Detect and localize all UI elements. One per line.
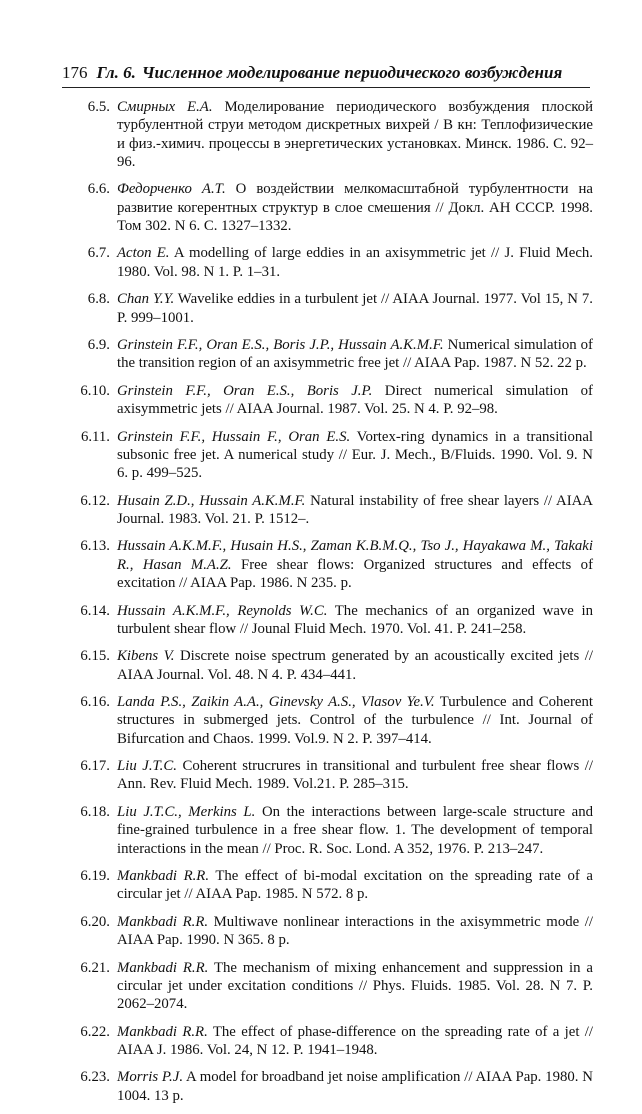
reference-authors: Chan Y.Y.	[117, 291, 175, 308]
reference-authors: Mankbadi R.R.	[117, 913, 209, 930]
reference-item	[70, 867, 593, 904]
reference-authors: Grinstein F.F., Hussain F., Oran E.S.	[117, 428, 351, 445]
reference-item	[70, 647, 593, 684]
reference-authors: Mankbadi R.R.	[117, 959, 209, 976]
reference-number: 6.10.	[80, 382, 110, 399]
reference-text: A model for broadband jet noise amplification // AIAA Pap. 1980. N 1004. 13 p.	[117, 1069, 593, 1104]
reference-authors: Husain Z.D., Hussain A.K.M.F.	[117, 492, 306, 509]
reference-number: 6.16.	[80, 694, 110, 711]
reference-text: The mechanism of mixing enhancement and suppression in a circular jet under excitation conditions // Phys. Fluids. 1985. Vol. 28. N 7. P. 2062–2074.	[117, 959, 594, 1013]
reference-text: Discrete noise spectrum generated by an acoustically excited jets // AIAA Journal. Vol. 48. N 4. P. 434–441.	[117, 648, 593, 683]
reference-item	[70, 757, 593, 794]
reference-item	[70, 602, 593, 639]
reference-text: Wavelike eddies in a turbulent jet // AIAA Journal. 1977. Vol 15, N 7. P. 999–1001.	[117, 291, 593, 326]
reference-number: 6.18.	[80, 803, 110, 820]
reference-authors: Liu J.T.C.	[117, 758, 177, 775]
reference-number: 6.6.	[87, 181, 110, 198]
reference-list	[70, 98, 593, 1114]
reference-text: Multiwave nonlinear interactions in the axisymmetric mode // AIAA Pap. 1990. N 365. 8 p.	[117, 913, 593, 949]
reference-text: The effect of bi-modal excitation on the spreading rate of a circular jet // AIAA Pap. 1985. N 572. 8 p.	[117, 868, 594, 903]
reference-item	[70, 959, 593, 1014]
reference-item	[70, 693, 593, 748]
reference-number: 6.7.	[87, 245, 110, 262]
reference-authors: Acton E.	[117, 245, 170, 262]
reference-authors: Смирных Е.А.	[117, 99, 213, 115]
reference-number: 6.21.	[80, 959, 110, 976]
reference-item	[70, 98, 593, 171]
reference-number: 6.8.	[87, 291, 110, 308]
reference-text: Coherent strucrures in transitional and turbulent free shear flows // Ann. Rev. Fluid Mech. 1989. Vol.21. P. 285–315.	[117, 758, 593, 793]
reference-authors: Hussain A.K.M.F., Reynolds W.C.	[117, 602, 328, 619]
reference-number: 6.20.	[80, 913, 110, 930]
reference-number: 6.9.	[87, 337, 110, 354]
reference-authors: Mankbadi R.R.	[117, 1023, 208, 1040]
reference-item	[70, 537, 593, 592]
reference-text: A modelling of large eddies in an axisymmetric jet // J. Fluid Mech. 1980. Vol. 98. N 1. P. 1–31.	[117, 245, 594, 280]
reference-number: 6.14.	[80, 602, 110, 619]
reference-text: On the interactions between large-scale structure and fine-grained turbulence in a free shear flow. 1. The development of temporal interactions in the mean // Proc. R. Soc. Lond. A 352, 1976. P. 213–247.	[117, 803, 593, 857]
running-header	[62, 62, 590, 88]
reference-text: Моделирование периодического возбуждения плоской турбулентной струи методом дискретных вихрей / В кн: Теплофизические и физ.-химич. процессы в энергетических установках. Минск. 1986. С. 92–96.	[117, 99, 593, 170]
reference-text: The effect of phase-difference on the spreading rate of a jet // AIAA J. 1986. Vol. 24, N 12. P. 1941–1948.	[117, 1023, 594, 1058]
reference-number: 6.5.	[87, 99, 110, 115]
reference-text: Direct numerical simulation of axisymmetric jets // AIAA Journal. 1987. Vol. 25. N 4. P. 92–98.	[117, 382, 593, 418]
reference-text: Numerical simulation of the transition region of an axisymmetric free jet // AIAA Pap. 1987. N 52. 22 p.	[117, 337, 593, 372]
reference-item	[70, 1068, 593, 1105]
reference-authors: Hussain A.K.M.F., Husain H.S., Zaman K.B.M.Q., Tso J., Hayakawa M., Takaki R., Hasan M.A.Z.	[117, 538, 593, 573]
reference-number: 6.13.	[80, 538, 110, 555]
reference-item	[70, 1023, 593, 1060]
reference-authors: Grinstein F.F., Oran E.S., Boris J.P.	[117, 382, 373, 399]
reference-text: О воздействии мелкомасштабной турбулентности на развитие когерентных структур в слое смешения // Докл. АН СССР. 1998. Том 302. N 6. С. 1327–1332.	[117, 181, 593, 234]
reference-number: 6.15.	[80, 648, 110, 665]
reference-number: 6.22.	[80, 1023, 110, 1040]
reference-item	[70, 180, 593, 235]
reference-authors: Grinstein F.F., Oran E.S., Boris J.P., Hussain A.K.M.F.	[117, 337, 444, 354]
reference-text: Vortex-ring dynamics in a transitional subsonic free jet. A numerical study // Eur. J. Mech., B/Fluids. 1990. Vol. 9. N 6. p. 499–525.	[117, 428, 593, 482]
reference-item	[70, 290, 593, 327]
reference-authors: Landa P.S., Zaikin A.A., Ginevsky A.S., Vlasov Ye.V.	[117, 694, 435, 711]
reference-number: 6.11.	[80, 428, 110, 445]
running-title: Численное моделирование периодического возбуждения	[141, 63, 563, 82]
reference-number: 6.12.	[80, 492, 110, 509]
reference-item	[70, 492, 593, 529]
reference-number: 6.17.	[80, 758, 110, 775]
reference-text: Natural instability of free shear layers // AIAA Journal. 1983. Vol. 21. P. 1512–.	[117, 492, 593, 527]
reference-number: 6.23.	[80, 1069, 110, 1086]
reference-item	[70, 428, 593, 483]
reference-authors: Федорченко А.Т.	[117, 181, 226, 198]
reference-authors: Morris P.J.	[117, 1069, 184, 1086]
reference-text: Free shear flows: Organized structures and effects of excitation // AIAA Pap. 1986. N 235. p.	[117, 556, 594, 592]
reference-authors: Kibens V.	[117, 648, 175, 665]
chapter-label: Гл. 6.	[96, 63, 136, 82]
reference-item	[70, 336, 593, 373]
reference-item	[70, 913, 593, 950]
reference-item	[70, 244, 593, 281]
reference-text: Turbulence and Coherent structures in submerged jets. Control of the turbulence // Int. Journal of Bifurcation and Chaos. 1999. Vol.9. N 2. P. 397–414.	[117, 694, 593, 747]
reference-item	[70, 803, 593, 858]
reference-authors: Liu J.T.C., Merkins L.	[117, 803, 256, 820]
reference-authors: Mankbadi R.R.	[117, 868, 210, 885]
page-number: 176	[62, 63, 88, 82]
reference-number: 6.19.	[80, 868, 110, 885]
reference-item	[70, 382, 593, 419]
reference-text: The mechanics of an organized wave in turbulent shear flow // Jounal Fluid Mech. 1970. Vol. 41. P. 241–258.	[117, 602, 593, 637]
